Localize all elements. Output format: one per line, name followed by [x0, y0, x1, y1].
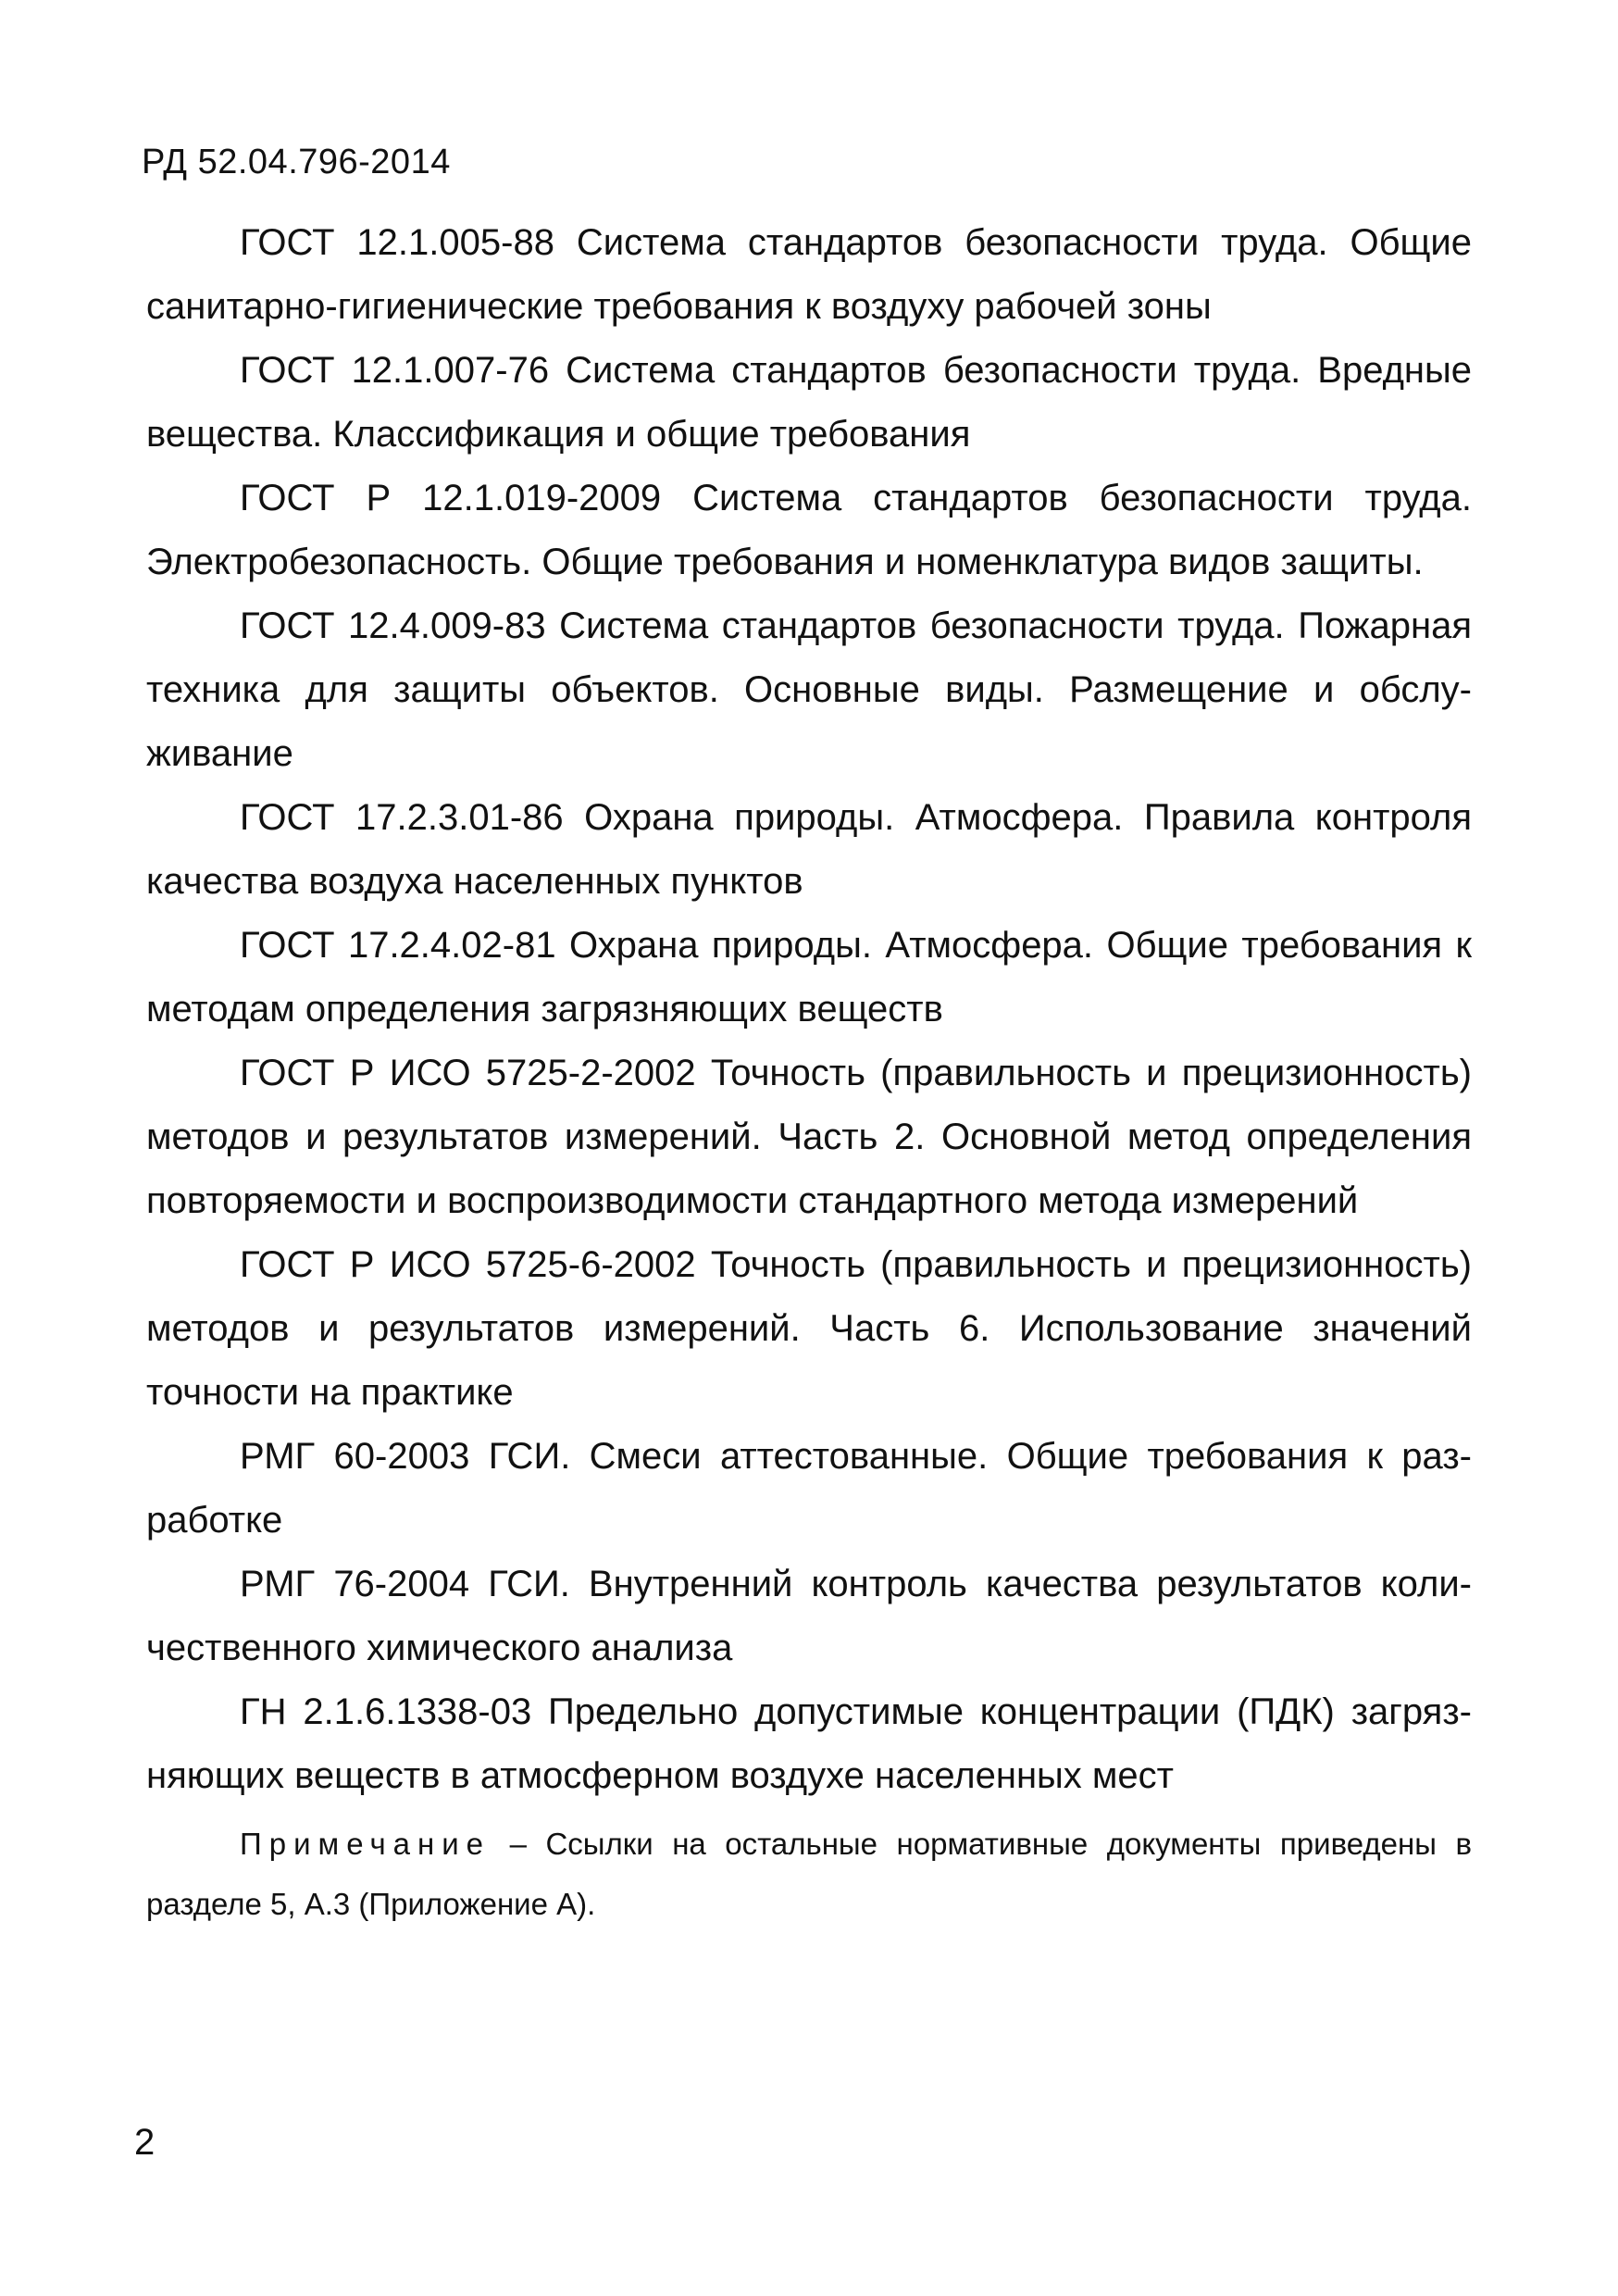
- reference-item: РМГ 76-2004 ГСИ. Внутренний контроль качества результатов количественного химического анализа: [146, 1564, 1472, 1668]
- note-label: Примечание: [240, 1827, 492, 1861]
- note-text: – Ссылки на остальные нормативные документы приведены в разделе 5, А.3 (Приложение А).: [146, 1827, 1472, 1921]
- page-number: 2: [134, 2122, 156, 2163]
- document-code: РД 52.04.796-2014: [142, 143, 451, 181]
- reference-item: ГОСТ 12.4.009-83 Система стандартов безопасности труда. Пожарная техника для защиты объектов. Основные виды. Размещение и обслуживание: [146, 605, 1472, 774]
- reference-item: ГОСТ 17.2.3.01-86 Охрана природы. Атмосфера. Правила контроля качества воздуха населенных пунктов: [146, 797, 1472, 902]
- note: [146, 1814, 1472, 1934]
- reference-item: ГОСТ Р 12.1.019-2009 Система стандартов безопасности труда. Электробезопасность. Общие требования и номенклатура видов защиты.: [146, 478, 1472, 582]
- references-list: [146, 211, 1472, 1934]
- reference-item: ГН 2.1.6.1338-03 Предельно допустимые концентрации (ПДК) загрязняющих веществ в атмосферном воздухе населенных мест: [146, 1691, 1472, 1796]
- reference-item: ГОСТ 17.2.4.02-81 Охрана природы. Атмосфера. Общие требования к методам определения загрязняющих веществ: [146, 925, 1472, 1029]
- reference-item: ГОСТ Р ИСО 5725-6-2002 Точность (правильность и прецизионность) методов и результатов измерений. Часть 6. Использование значений точности на практике: [146, 1244, 1472, 1413]
- reference-item: ГОСТ Р ИСО 5725-2-2002 Точность (правильность и прецизионность) методов и результатов измерений. Часть 2. Основной метод определения повторяемости и воспроизводимости стандартного метода измерений: [146, 1053, 1472, 1221]
- reference-item: ГОСТ 12.1.005-88 Система стандартов безопасности труда. Общие санитарно-гигиенические требования к воздуху рабочей зоны: [146, 222, 1472, 327]
- reference-item: ГОСТ 12.1.007-76 Система стандартов безопасности труда. Вредные вещества. Классификация и общие требования: [146, 350, 1472, 455]
- reference-item: РМГ 60-2003 ГСИ. Смеси аттестованные. Общие требования к разработке: [146, 1436, 1472, 1541]
